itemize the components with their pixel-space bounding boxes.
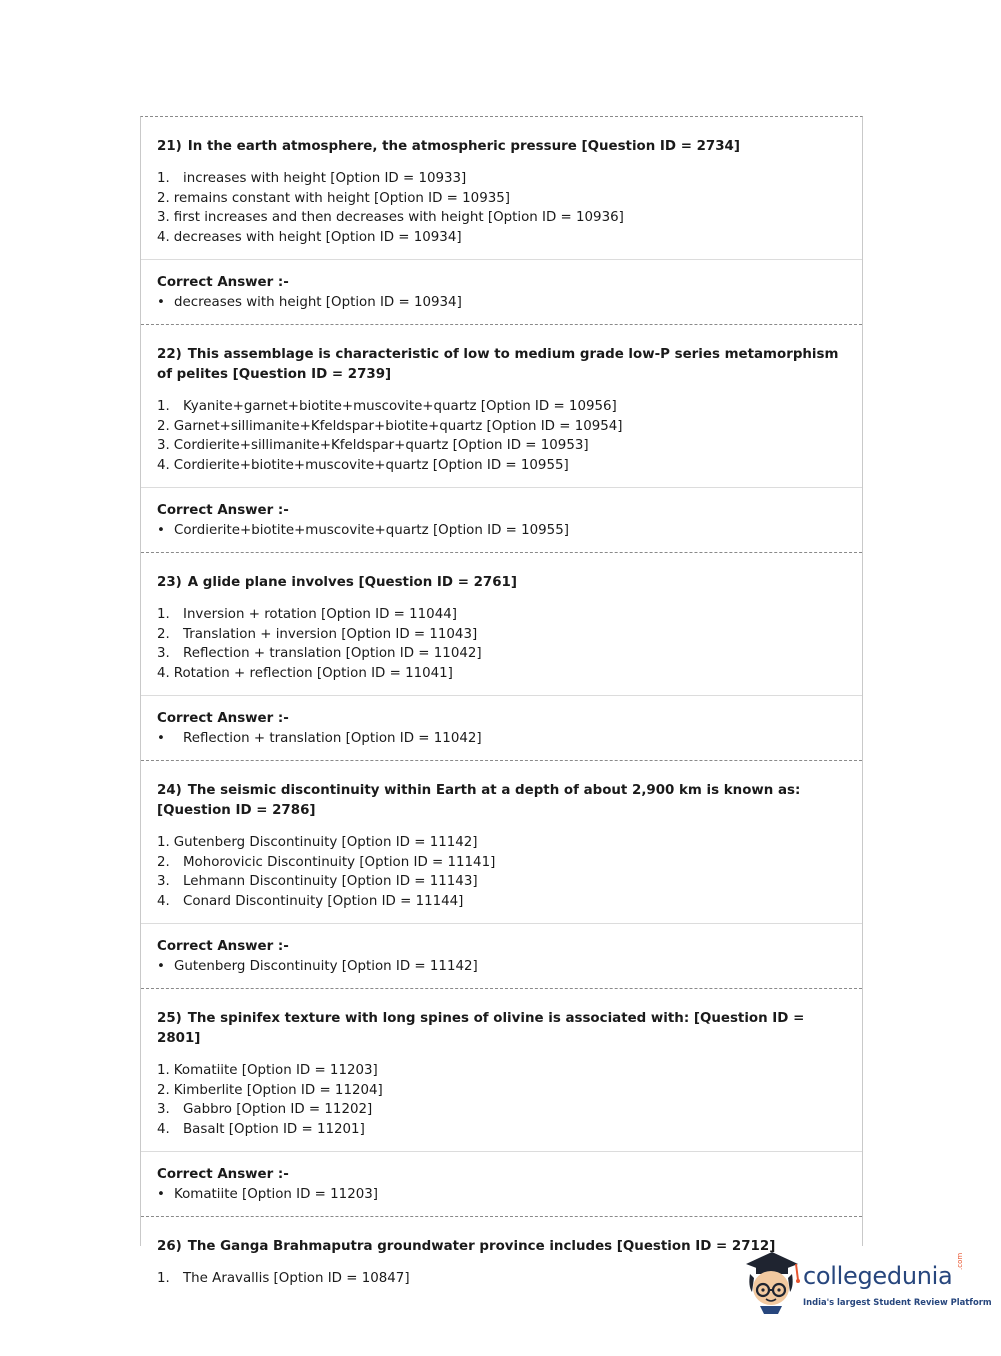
answer-text: Komatiite [Option ID = 11203] [174,1187,378,1202]
option-text: Kyanite+garnet+biotite+muscovite+quartz [Option ID = 10956] [183,399,617,414]
option-number: 4. [157,665,170,681]
option-text: increases with height [Option ID = 10933] [183,171,467,186]
option-item [157,853,846,873]
option-number: 3. [157,1102,170,1117]
option-item [157,436,846,456]
option-item [157,833,846,853]
option-text: decreases with height [Option ID = 10934] [173,229,462,245]
option-number: 2. [157,626,170,642]
question-text: In the earth atmosphere, the atmospheric pressure [Question ID = 2734] [187,139,740,154]
question-text: A glide plane involves [Question ID = 2761] [187,575,517,590]
correct-answer-label: Correct Answer :- [157,939,289,954]
option-number: 1. [157,835,170,850]
question-title [157,345,846,385]
option-number: 2. [157,1082,170,1098]
correct-answer [157,292,846,314]
question-number: 26) [157,1239,182,1254]
bullet-icon: • [157,959,165,974]
option-item [157,1100,846,1120]
question-paper [140,116,863,1286]
option-item [157,605,846,625]
option-number: 4. [157,893,170,909]
option-number: 4. [157,229,170,245]
option-text: Mohorovicic Discontinuity [Option ID = 11141] [183,854,496,870]
correct-answer-label: Correct Answer :- [157,503,289,518]
option-text: first increases and then decreases with height [Option ID = 10936] [173,210,624,225]
option-text: Gutenberg Discontinuity [Option ID = 11142] [173,835,478,850]
option-number: 1. [157,1271,170,1286]
option-text: Reflection + translation [Option ID = 11042] [183,646,482,661]
question-text: This assemblage is characteristic of low to medium grade low-P series metamorphism of pelites [Question ID = 2739] [157,347,839,382]
option-item [157,625,846,645]
correct-answer-label: Correct Answer :- [157,275,289,290]
answer-text: Reflection + translation [Option ID = 11042] [183,731,482,746]
correct-answer [157,520,846,542]
question-section [141,325,862,488]
answer-text: Cordierite+biotite+muscovite+quartz [Option ID = 10955] [174,523,569,538]
question-block-21 [141,117,862,325]
question-section [141,989,862,1152]
option-text: Conard Discontinuity [Option ID = 11144] [183,893,464,909]
question-title [157,781,846,821]
option-text: Gabbro [Option ID = 11202] [183,1102,373,1117]
brand-name: collegedunia [803,1262,953,1290]
option-item [157,644,846,664]
question-title [157,137,846,157]
option-text: Rotation + reflection [Option ID = 11041] [173,665,453,681]
question-number: 23) [157,575,182,590]
mascot-icon [742,1248,800,1314]
question-number: 24) [157,783,182,798]
option-item [157,872,846,892]
question-number: 22) [157,347,182,362]
option-item [157,228,846,248]
option-item [157,189,846,209]
option-number: 2. [157,854,170,870]
option-number: 3. [157,874,170,889]
correct-answer [157,728,846,750]
option-number: 1. [157,171,170,186]
correct-answer-label: Correct Answer :- [157,1167,289,1182]
bullet-icon: • [157,295,165,310]
option-text: Garnet+sillimanite+Kfeldspar+biotite+quartz [Option ID = 10954] [173,418,623,434]
option-item [157,169,846,189]
option-text: Komatiite [Option ID = 11203] [173,1063,378,1078]
option-text: Inversion + rotation [Option ID = 11044] [183,607,457,622]
question-text: The spinifex texture with long spines of olivine is associated with: [Question ID = 2801] [157,1011,805,1046]
question-title [157,1009,846,1049]
question-block-22 [141,325,862,553]
answer-section [141,924,862,988]
option-number: 4. [157,1121,170,1137]
question-block-23 [141,553,862,761]
question-section [141,553,862,696]
brand-tagline: India's largest Student Review Platform [803,1297,992,1307]
bullet-icon: • [157,523,165,538]
option-number: 3. [157,646,170,661]
bullet-icon: • [157,731,165,746]
option-item [157,417,846,437]
brand-domain: .com [956,1252,964,1270]
correct-answer [157,1184,846,1206]
option-number: 1. [157,1063,170,1078]
question-number: 21) [157,139,182,154]
question-block-24 [141,761,862,989]
answer-text: decreases with height [Option ID = 10934] [174,295,462,310]
option-item [157,892,846,912]
option-item [157,397,846,417]
question-title [157,573,846,593]
correct-answer-label: Correct Answer :- [157,711,289,726]
option-number: 2. [157,190,170,206]
question-section [141,761,862,924]
answer-section [141,696,862,760]
question-block-25 [141,989,862,1217]
answer-section [141,488,862,552]
option-item [157,456,846,476]
option-text: remains constant with height [Option ID = 10935] [173,190,510,206]
option-number: 4. [157,457,170,473]
option-text: The Aravallis [Option ID = 10847] [183,1271,410,1286]
option-text: Basalt [Option ID = 11201] [183,1121,365,1137]
option-item [157,208,846,228]
question-text: The Ganga Brahmaputra groundwater province includes [Question ID = 2712] [187,1239,776,1254]
option-number: 3. [157,210,170,225]
collegedunia-logo[interactable] [742,1248,992,1320]
answer-section [141,1152,862,1216]
option-item [157,664,846,684]
option-item [157,1120,846,1140]
option-number: 3. [157,438,170,453]
option-item [157,1081,846,1101]
option-text: Translation + inversion [Option ID = 11043] [183,626,478,642]
bullet-icon: • [157,1187,165,1202]
option-number: 1. [157,399,170,414]
option-text: Cordierite+sillimanite+Kfeldspar+quartz [Option ID = 10953] [173,438,589,453]
option-number: 1. [157,607,170,622]
option-text: Kimberlite [Option ID = 11204] [173,1082,383,1098]
answer-text: Gutenberg Discontinuity [Option ID = 11142] [174,959,478,974]
correct-answer [157,956,846,978]
option-item [157,1061,846,1081]
question-number: 25) [157,1011,182,1026]
question-text: The seismic discontinuity within Earth at a depth of about 2,900 km is known as: [Question ID = 2786] [157,783,801,818]
option-text: Lehmann Discontinuity [Option ID = 11143] [183,874,478,889]
option-text: Cordierite+biotite+muscovite+quartz [Option ID = 10955] [173,457,569,473]
answer-section [141,260,862,324]
option-number: 2. [157,418,170,434]
question-section [141,117,862,260]
